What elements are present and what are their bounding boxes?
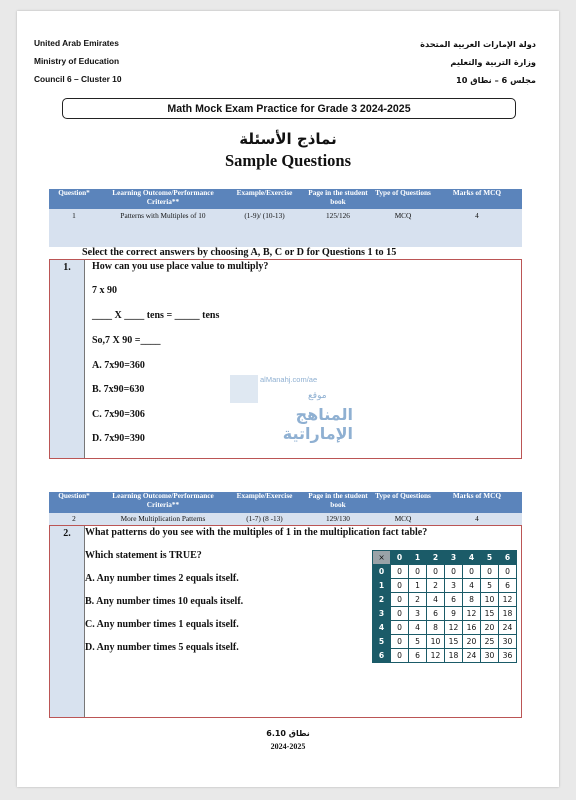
fact-cell: 20 bbox=[481, 621, 499, 635]
question-1-option-d[interactable]: D. 7x90=390 bbox=[92, 433, 145, 444]
fact-cell: 6 bbox=[445, 593, 463, 607]
header-ministry: Ministry of Education bbox=[34, 56, 120, 66]
question-2-box bbox=[49, 525, 522, 718]
th-question: Question* bbox=[58, 491, 90, 500]
fact-cell: 0 bbox=[409, 565, 427, 579]
th-example: Example/Exercise bbox=[236, 491, 293, 500]
cell-marks: 4 bbox=[475, 514, 479, 523]
fact-cell: 6 bbox=[409, 649, 427, 663]
fact-cell: 0 bbox=[391, 607, 409, 621]
fact-cell: 0 bbox=[391, 621, 409, 635]
cell-type: MCQ bbox=[394, 514, 412, 523]
fact-cell: 8 bbox=[427, 621, 445, 635]
fact-cell: 6 bbox=[427, 607, 445, 621]
arabic-title: نماذج الأسئلة bbox=[239, 130, 337, 148]
fact-cell: 12 bbox=[499, 593, 517, 607]
fact-cell: 4 bbox=[409, 621, 427, 635]
col-header: 6 bbox=[499, 551, 517, 565]
col-header: 0 bbox=[391, 551, 409, 565]
fact-cell: 10 bbox=[481, 593, 499, 607]
fact-row bbox=[373, 593, 517, 607]
th-page: Page in the student book bbox=[308, 188, 368, 206]
th-question: Question* bbox=[58, 188, 90, 197]
header-arabic bbox=[356, 39, 536, 86]
header-ministry-ar: وزارة التربية والتعليم bbox=[450, 57, 536, 67]
fact-cell: 20 bbox=[463, 635, 481, 649]
row-header: 2 bbox=[373, 593, 391, 607]
col-header: 2 bbox=[427, 551, 445, 565]
sample-questions-title: Sample Questions bbox=[224, 151, 352, 170]
fact-cell: 1 bbox=[409, 579, 427, 593]
question-1-so-line: So,7 X 90 =____ bbox=[92, 335, 161, 346]
watermark bbox=[228, 375, 353, 443]
fact-cell: 2 bbox=[409, 593, 427, 607]
fact-row bbox=[373, 649, 517, 663]
cell-page: 125/126 bbox=[326, 211, 350, 220]
th-marks: Marks of MCQ bbox=[452, 491, 502, 500]
th-learning-outcome: Learning Outcome/Performance Criteria** bbox=[112, 491, 214, 509]
question-1-text: How can you use place value to multiply? bbox=[92, 261, 269, 272]
question-1-option-a[interactable]: A. 7x90=360 bbox=[92, 360, 145, 371]
question-2-option-a[interactable]: A. Any number times 2 equals itself. bbox=[85, 573, 239, 584]
row-header: 3 bbox=[373, 607, 391, 621]
fact-row bbox=[373, 579, 517, 593]
watermark-ar2: المناهج الإماراتية bbox=[282, 405, 353, 443]
info-table-2 bbox=[49, 492, 522, 525]
question-2-option-d[interactable]: D. Any number times 5 equals itself. bbox=[85, 642, 239, 653]
fact-row bbox=[373, 635, 517, 649]
exam-title-box: Math Mock Exam Practice for Grade 3 2024-2025 bbox=[62, 98, 516, 119]
question-1-option-c[interactable]: C. 7x90=306 bbox=[92, 409, 145, 420]
fact-cell: 0 bbox=[445, 565, 463, 579]
cell-question: 2 bbox=[72, 514, 76, 523]
table-row bbox=[49, 513, 522, 525]
fact-cell: 4 bbox=[463, 579, 481, 593]
info-table-1 bbox=[49, 189, 522, 247]
col-header: 4 bbox=[463, 551, 481, 565]
row-header: 6 bbox=[373, 649, 391, 663]
question-1-blanks: ____ X ____ tens = _____ tens bbox=[92, 310, 220, 321]
question-2-prompt: Which statement is TRUE? bbox=[85, 550, 202, 561]
fact-cell: 36 bbox=[499, 649, 517, 663]
fact-cell: 0 bbox=[391, 565, 409, 579]
fact-cell: 3 bbox=[445, 579, 463, 593]
watermark-url: alManahj.com/ae bbox=[260, 375, 318, 384]
col-header: 3 bbox=[445, 551, 463, 565]
header-council-ar: مجلس 6 – نطاق 10 bbox=[456, 75, 536, 85]
fact-cell: 30 bbox=[499, 635, 517, 649]
fact-cell: 16 bbox=[463, 621, 481, 635]
watermark-ar1: موقع bbox=[308, 391, 327, 401]
cell-question: 1 bbox=[72, 211, 76, 220]
row-header: 1 bbox=[373, 579, 391, 593]
header-english bbox=[34, 38, 122, 85]
corner-cell: × bbox=[373, 551, 391, 565]
table-header-row bbox=[49, 189, 522, 209]
cell-example: (1-9)/ (10-13) bbox=[244, 211, 285, 220]
header-country-ar: دولة الإمارات العربية المتحدة bbox=[420, 39, 536, 49]
th-learning-outcome: Learning Outcome/Performance Criteria** bbox=[112, 188, 214, 206]
row-header: 5 bbox=[373, 635, 391, 649]
row-header: 0 bbox=[373, 565, 391, 579]
fact-cell: 5 bbox=[481, 579, 499, 593]
fact-cell: 8 bbox=[463, 593, 481, 607]
fact-cell: 3 bbox=[409, 607, 427, 621]
row-header: 4 bbox=[373, 621, 391, 635]
fact-cell: 12 bbox=[427, 649, 445, 663]
fact-cell: 0 bbox=[391, 635, 409, 649]
question-2-option-b[interactable]: B. Any number times 10 equals itself. bbox=[85, 596, 244, 607]
footer-domain: نطاق 6.10 bbox=[266, 729, 310, 738]
watermark-logo-icon bbox=[230, 375, 258, 403]
fact-cell: 15 bbox=[445, 635, 463, 649]
question-2-option-c[interactable]: C. Any number times 1 equals itself. bbox=[85, 619, 239, 630]
th-type: Type of Questions bbox=[375, 491, 431, 500]
question-2-text: What patterns do you see with the multiples of 1 in the multiplication fact table? bbox=[85, 527, 428, 538]
table-row bbox=[49, 209, 522, 247]
fact-cell: 24 bbox=[499, 621, 517, 635]
fact-cell: 9 bbox=[445, 607, 463, 621]
th-example: Example/Exercise bbox=[236, 188, 293, 197]
fact-cell: 0 bbox=[481, 565, 499, 579]
fact-row bbox=[373, 607, 517, 621]
fact-cell: 0 bbox=[499, 565, 517, 579]
fact-cell: 4 bbox=[427, 593, 445, 607]
instruction-text: Select the correct answers by choosing A, B, C or D for Questions 1 to 15 bbox=[82, 247, 397, 258]
fact-cell: 0 bbox=[391, 593, 409, 607]
cell-example: (1-7) (8 -13) bbox=[246, 514, 283, 523]
col-header: 1 bbox=[409, 551, 427, 565]
fact-cell: 15 bbox=[481, 607, 499, 621]
fact-cell: 0 bbox=[391, 649, 409, 663]
cell-marks: 4 bbox=[475, 211, 479, 220]
col-header: 5 bbox=[481, 551, 499, 565]
fact-cell: 6 bbox=[499, 579, 517, 593]
fact-cell: 10 bbox=[427, 635, 445, 649]
fact-cell: 30 bbox=[481, 649, 499, 663]
fact-row bbox=[373, 621, 517, 635]
fact-cell: 0 bbox=[463, 565, 481, 579]
th-page: Page in the student book bbox=[308, 491, 368, 509]
th-marks: Marks of MCQ bbox=[452, 188, 502, 197]
question-1-expression: 7 x 90 bbox=[92, 285, 117, 296]
question-1-option-b[interactable]: B. 7x90=630 bbox=[92, 384, 145, 395]
fact-cell: 18 bbox=[499, 607, 517, 621]
cell-outcome: More Multiplication Patterns bbox=[120, 514, 206, 523]
cell-type: MCQ bbox=[394, 211, 412, 220]
fact-cell: 25 bbox=[481, 635, 499, 649]
fact-cell: 24 bbox=[463, 649, 481, 663]
fact-cell: 5 bbox=[409, 635, 427, 649]
header-country: United Arab Emirates bbox=[34, 38, 119, 48]
fact-cell: 0 bbox=[391, 579, 409, 593]
question-1-number: 1. bbox=[50, 260, 85, 458]
cell-outcome: Patterns with Multiples of 10 bbox=[120, 211, 206, 220]
fact-cell: 0 bbox=[427, 565, 445, 579]
fact-row bbox=[373, 565, 517, 579]
fact-cell: 18 bbox=[445, 649, 463, 663]
th-type: Type of Questions bbox=[375, 188, 431, 197]
footer-year: 2024-2025 bbox=[270, 742, 306, 751]
cell-page: 129/130 bbox=[326, 514, 350, 523]
fact-cell: 2 bbox=[427, 579, 445, 593]
header-council: Council 6 – Cluster 10 bbox=[34, 74, 122, 84]
multiplication-fact-table bbox=[372, 550, 517, 663]
question-2-number: 2. bbox=[50, 526, 85, 717]
fact-cell: 12 bbox=[463, 607, 481, 621]
table-header-row bbox=[49, 492, 522, 513]
fact-cell: 12 bbox=[445, 621, 463, 635]
